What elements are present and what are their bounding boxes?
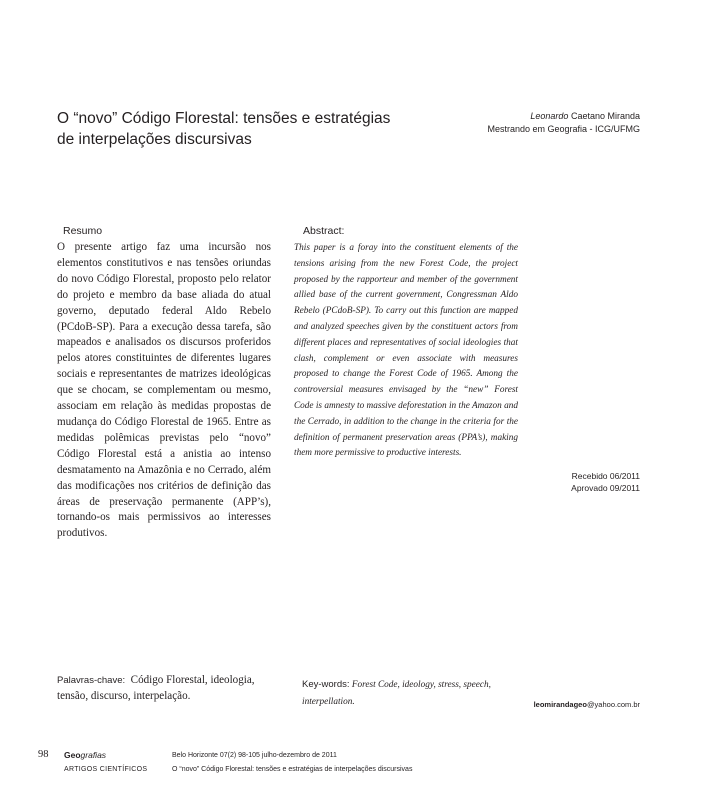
email-domain: @yahoo.com.br — [586, 700, 640, 709]
footer-running-title: O “novo” Código Florestal: tensões e estratégias de interpelações discursivas — [172, 766, 413, 773]
journal-name-bold: Geo — [64, 750, 81, 760]
abstract-text: This paper is a foray into the constituent elements of the tensions arising from the new Forest Code, the project proposed by the rapporteur and member of the government allied base of the current government, Congressman Aldo Rebelo (PCdoB-SP). To carry out this function are mapped and analyzed speeches given by the constituent actors from different places and representatives of social ideologies that clash, complement or even associate with measures proposed to change the Forest Code of 1965. Among the controversial measures envisaged by the “new” Forest Code is amnesty to massive deforestation in the Amazon and the Cerrado, in addition to the change in the criteria for the definition of permanent preservation areas (PPA’s), making them more permissive to productive interests. — [294, 243, 518, 459]
keywords-pt-value: Código Florestal, ideologia, tensão, discurso, interpelação. — [57, 674, 255, 702]
approved-date: Aprovado 09/2011 — [571, 483, 640, 493]
journal-name-italic: grafias — [80, 750, 107, 760]
article-title: O “novo” Código Florestal: tensões e estratégias de interpelações discursivas — [57, 110, 391, 148]
keywords-pt-label: Palavras-chave: — [57, 675, 126, 686]
keywords-en-label: Key-words: — [302, 679, 350, 690]
author-block — [487, 110, 640, 136]
author-name — [487, 110, 640, 123]
keywords-pt — [57, 673, 277, 705]
submission-dates — [571, 470, 640, 494]
page-number: 98 — [38, 749, 49, 760]
resumo-heading: Resumo — [63, 225, 103, 237]
keywords-en — [302, 676, 516, 711]
author-affiliation: Mestrando em Geografia - ICG/UFMG — [487, 124, 640, 134]
email-user: leomirandageo — [533, 700, 587, 709]
journal-section: ARTIGOS CIENTÍFICOS — [64, 766, 148, 773]
keywords-en-value: Forest Code, ideology, stress, speech, interpellation. — [302, 680, 491, 707]
journal-name — [64, 750, 106, 760]
footer-citation-block — [172, 749, 412, 777]
author-email[interactable] — [534, 700, 640, 709]
footer-citation: Belo Horizonte 07(2) 98-105 julho-dezembro de 2011 — [172, 752, 337, 759]
resumo-text: O presente artigo faz uma incursão nos elementos constitutivos e nas tensões oriundas do novo Código Florestal, proposto pelo relator do projeto e membro da base aliada do atual governo, deputado federal Aldo Rebelo (PCdoB-SP). Para a execução dessa tarefa, são mapeados e analisados os discursos proferidos pelos atores constituintes de diferentes lugares sociais e representantes de matrizes ideológicas que se chocam, se complementam ou mesmo, associam em relação às medidas propostas de mudança do Código Florestal de 1965. Entre as medidas polêmicas previstas pelo “novo” Código Florestal está a anistia ao intenso desmatamento na Amazônia e no Cerrado, além das modificações nos critérios de definição das áreas de preservação permanente (APP’s), tornando-os mais permissivos ao interesses produtivos. — [57, 241, 271, 540]
abstract-heading: Abstract: — [303, 225, 345, 237]
author-last-name: Caetano Miranda — [568, 111, 640, 121]
received-date: Recebido 06/2011 — [571, 471, 640, 481]
author-first-name: Leonardo — [530, 111, 569, 121]
journal-name-block — [64, 749, 147, 776]
